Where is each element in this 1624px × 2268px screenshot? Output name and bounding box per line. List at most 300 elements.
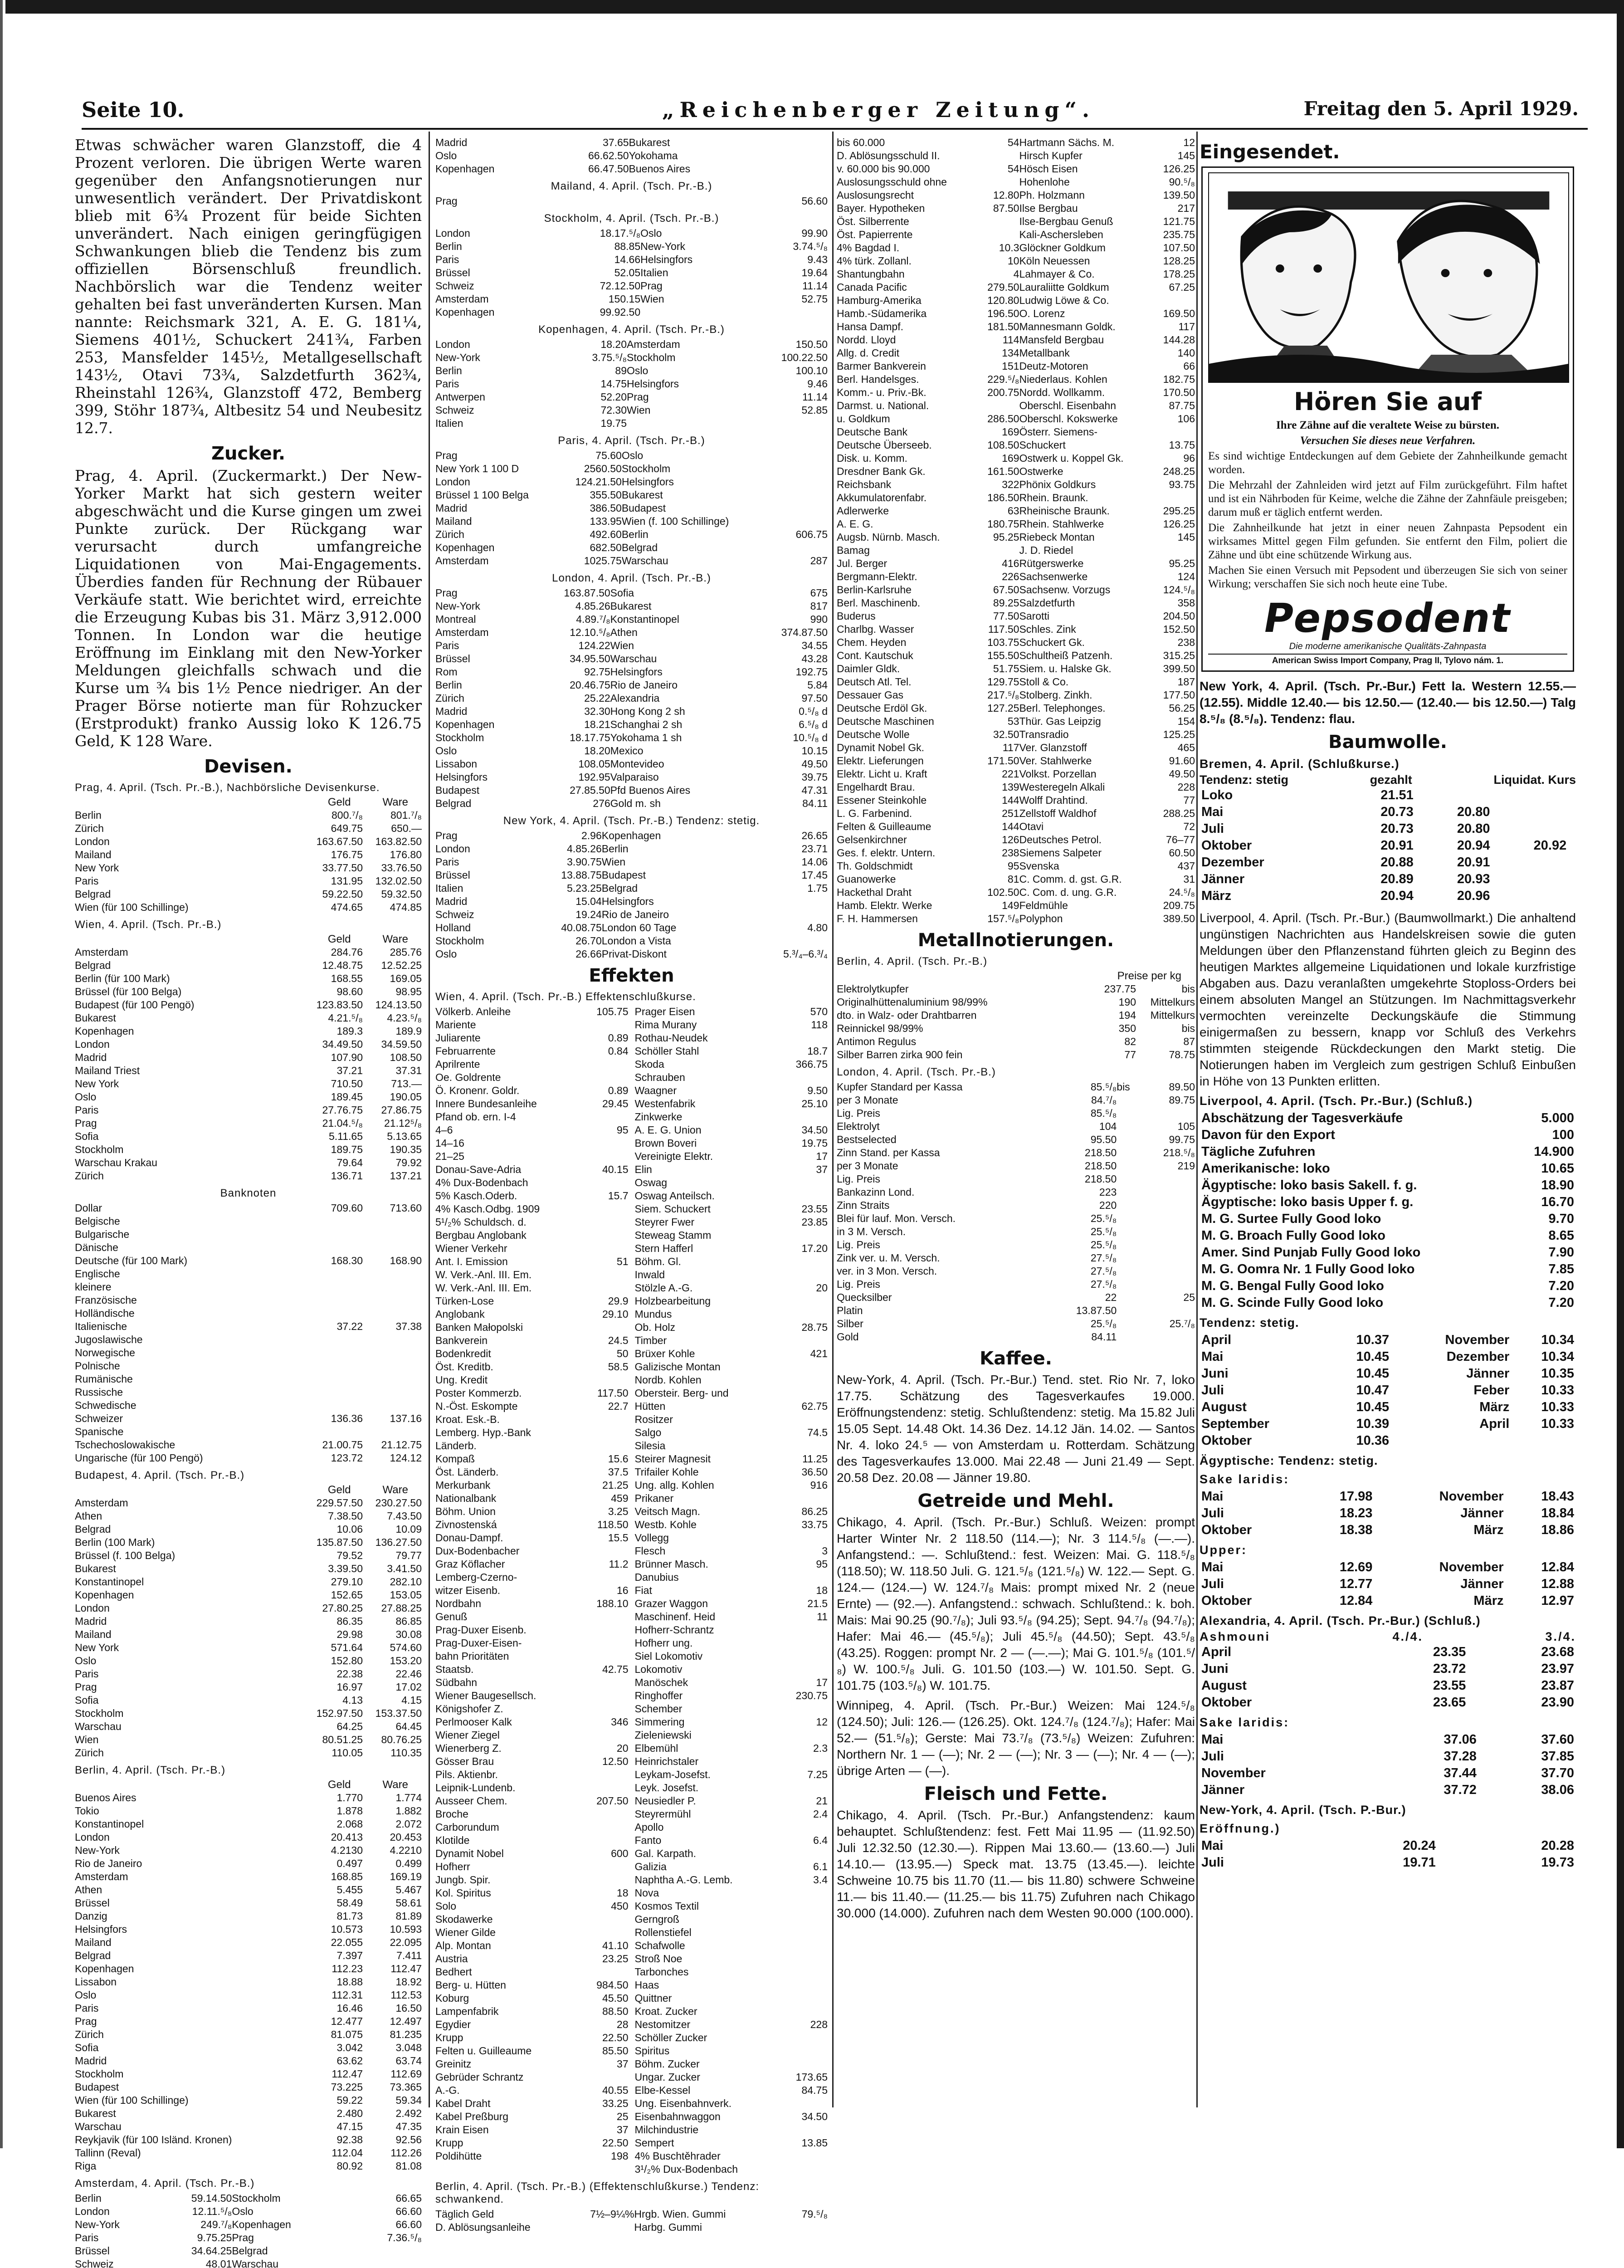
table-cell xyxy=(769,1755,828,1768)
table-cell: Felten u. Guilleaume xyxy=(435,2045,532,2057)
table-cell: Kopenhagen xyxy=(435,306,495,318)
table-row xyxy=(75,1202,422,1215)
table-row xyxy=(435,1229,629,1242)
table-cell xyxy=(363,1425,422,1438)
table-cell: 18.88 xyxy=(337,1976,363,1988)
table-cell: Lokomotiv xyxy=(634,1663,683,1675)
table-cell: 4% Buschtěhrader xyxy=(634,2150,721,2162)
table-row xyxy=(75,1215,422,1228)
table-cell: Italienische xyxy=(75,1320,127,1332)
table-cell: London xyxy=(435,476,470,488)
table-row xyxy=(435,279,828,293)
table-cell: 40.55 xyxy=(602,2084,629,2096)
table-cell: Juli xyxy=(1201,1749,1224,1764)
column-3 xyxy=(837,136,1195,2109)
table-row xyxy=(435,908,828,921)
table-cell: 137.16 xyxy=(390,1413,422,1424)
table-cell: 169 xyxy=(1002,426,1019,438)
bremen-tendenz: Tendenz: stetig xyxy=(1200,773,1289,787)
table-cell: ver. in 3 Mon. Versch. xyxy=(837,1265,937,1277)
table-cell: 386.50 xyxy=(590,502,622,514)
effekten-right-table xyxy=(635,1005,828,2176)
table-row xyxy=(435,462,828,475)
table-cell: 10.39 xyxy=(1356,1417,1390,1431)
table-row xyxy=(75,2244,422,2258)
table-cell: 217.⁵/₈ xyxy=(987,689,1019,701)
table-cell xyxy=(570,1321,629,1334)
table-cell: Prag xyxy=(435,195,458,207)
table-cell: 14–16 xyxy=(435,1137,464,1149)
table-cell: Juli xyxy=(1201,821,1224,836)
table-cell: 173.65 xyxy=(795,2071,828,2083)
table-cell: 23.55 xyxy=(1433,1678,1466,1693)
table-cell xyxy=(1141,1330,1195,1344)
table-row xyxy=(837,333,1195,347)
table-row xyxy=(75,1720,422,1733)
table-cell: Zellstoff Waldhof xyxy=(1019,807,1097,819)
table-row xyxy=(75,1804,422,1818)
table-cell: Platin xyxy=(837,1305,863,1316)
table-row xyxy=(435,2058,629,2071)
table-cell: 20.93 xyxy=(1457,872,1490,886)
table-cell: 81.89 xyxy=(395,1910,422,1922)
table-cell: 129.75 xyxy=(987,676,1019,688)
table-row xyxy=(75,1156,422,1169)
table-cell: Oberschl. Eisenbahn xyxy=(1019,400,1116,411)
table-cell: 5¹/₂% Schuldsch. d. xyxy=(435,1216,527,1228)
table-cell: 7½–9¼% xyxy=(590,2208,634,2220)
table-cell: 18.7 xyxy=(807,1045,828,1057)
table-cell: 112.31 xyxy=(332,1989,363,2001)
table-cell xyxy=(570,1781,629,1794)
table-row xyxy=(75,1496,422,1510)
table-cell: Phönix Goldkurs xyxy=(1019,479,1096,490)
table-cell: Wien xyxy=(627,404,651,416)
table-cell: 10.573 xyxy=(331,1923,363,1935)
table-row xyxy=(837,136,1195,149)
table-cell: 152.97.50 xyxy=(316,1707,363,1719)
table-cell: 178.25 xyxy=(1163,268,1195,280)
table-row xyxy=(635,1623,828,1637)
table-cell xyxy=(570,1926,629,1939)
table-cell: Wien xyxy=(640,293,664,305)
table-row xyxy=(1200,1782,1576,1799)
table-cell: 2.4 xyxy=(813,1808,828,1820)
table-cell xyxy=(1568,837,1576,854)
table-cell: 66 xyxy=(1183,360,1195,372)
table-cell: 10.36 xyxy=(1356,1433,1390,1448)
table-row xyxy=(1200,1382,1576,1399)
table-cell xyxy=(570,1110,629,1124)
table-cell: New York xyxy=(75,862,119,874)
table-cell: Ungar. Zucker xyxy=(634,2071,700,2083)
table-cell xyxy=(363,1333,422,1346)
paris-table xyxy=(435,449,828,567)
table-cell: Schweiz xyxy=(435,404,474,416)
table-cell: 29.45 xyxy=(602,1098,629,1110)
table-row xyxy=(75,1307,422,1320)
table-cell: 16.97 xyxy=(337,1681,363,1693)
table-cell: Auslosungsschuld ohne xyxy=(837,176,947,188)
ad-paragraph-1: Es sind wichtige Entdeckungen auf dem Gebiete der Zahnheilkunde gemacht worden. xyxy=(1208,450,1567,476)
table-cell: 37.38 xyxy=(395,1320,422,1332)
table-cell: 95 xyxy=(1007,860,1019,872)
table-cell: 89 xyxy=(615,365,627,376)
table-cell: 571.64 xyxy=(331,1642,363,1653)
table-row xyxy=(837,1120,1195,1133)
table-cell: Amsterdam xyxy=(75,946,128,958)
table-cell: Österr. Siemens- xyxy=(1019,426,1098,438)
table-cell xyxy=(1117,1173,1141,1186)
table-cell: 66.65 xyxy=(395,2192,422,2204)
table-cell: Oe. Goldrente xyxy=(435,1071,501,1083)
table-cell: Brüxer Kohle xyxy=(634,1348,695,1359)
table-row xyxy=(837,781,1195,794)
pepsodent-advertisement xyxy=(1201,166,1574,672)
table-row xyxy=(635,1374,828,1387)
table-row xyxy=(435,1452,629,1466)
table-row xyxy=(435,1821,629,1834)
table-cell: A.-G. xyxy=(435,2084,460,2096)
table-cell: 19.71 xyxy=(1403,1855,1436,1870)
table-row xyxy=(435,1110,629,1124)
table-cell xyxy=(773,895,828,908)
table-cell xyxy=(304,1281,363,1294)
table-row xyxy=(635,1084,828,1097)
table-cell: Berlin xyxy=(75,809,102,821)
table-row xyxy=(435,1031,629,1045)
table-cell: Stern Hafferl xyxy=(634,1242,693,1254)
table-row xyxy=(837,518,1195,531)
table-cell: Gerngroß xyxy=(634,1913,679,1925)
table-row xyxy=(435,377,828,391)
table-cell: 87.75 xyxy=(1169,400,1195,411)
table-row xyxy=(635,1031,828,1045)
table-cell: 163.82.50 xyxy=(375,836,422,847)
table-cell: 73.225 xyxy=(331,2081,363,2093)
table-cell: 7.20 xyxy=(1548,1295,1574,1310)
market-report: Etwas schwächer waren Glanzstoff, die 4 Prozent verloren. Die übrigen Werte waren gegenüber den Anfangsnotierungen nur unwesentlich verändert. Der Privatdiskont blieb mit 6¾ Prozent für beide Sichten unverändert. Nach einigen geringfügigen Schwankungen blieb die Tendenz bis zum offiziellen Börsenschluß freundlich. Nachbörslich war die Tendenz weiter gehalten bei fast unveränderten Kursen. Man nannte: Reichsmark 321, A. E. G. 181¼, Siemens 401½, Schuckert 241¾, Farben 253, Mansfelder 145½, Metallgesellschaft 143½, Otavi 73¾, Salzdetfurth 362¾, Rheinstahl 126¾, Glanzstoff 472, Bemberg 399, Stöhr 187¾, Altbesitz 54 und Neubesitz 12.7. xyxy=(75,136,422,437)
table-cell: 37.5 xyxy=(608,1466,629,1478)
table-row xyxy=(1200,1127,1576,1144)
table-cell: 282.10 xyxy=(390,1576,422,1588)
table-cell xyxy=(304,1399,363,1412)
newspaper-title: „Reichenberger Zeitung“. xyxy=(662,98,1095,122)
table-cell xyxy=(1141,491,1195,504)
table-row xyxy=(635,1505,828,1518)
table-row xyxy=(75,1694,422,1707)
table-row xyxy=(837,531,1195,544)
table-cell: Eisenbahnwaggon xyxy=(634,2111,721,2122)
table-cell: Wiener Verkehr xyxy=(435,1242,507,1254)
table-row xyxy=(1200,1838,1576,1854)
table-cell: Madrid xyxy=(435,895,468,907)
table-cell: Nordbahn xyxy=(435,1598,482,1609)
table-row xyxy=(1200,1227,1576,1244)
section-heading-baumwolle: Baumwolle. xyxy=(1328,732,1447,753)
table-cell: Tägliche Zufuhren xyxy=(1201,1144,1316,1159)
table-cell: 4.15 xyxy=(401,1694,422,1706)
table-cell: 7.90 xyxy=(1548,1245,1574,1260)
table-cell: 96 xyxy=(1183,452,1195,464)
table-cell: Apollo xyxy=(634,1821,664,1833)
table-cell: Inwald xyxy=(634,1269,665,1281)
table-cell: Rio de Janeiro xyxy=(601,909,669,920)
table-cell xyxy=(769,2005,828,2018)
table-cell: Rom xyxy=(435,666,458,678)
table-row xyxy=(75,1281,422,1294)
table-cell: New-York xyxy=(640,240,685,252)
ware-label: Ware xyxy=(382,1484,408,1496)
table-row xyxy=(75,998,422,1012)
table-row xyxy=(837,465,1195,478)
table-row xyxy=(75,1536,422,1549)
table-cell: 3.39.50 xyxy=(328,1563,363,1574)
table-cell xyxy=(773,515,828,528)
table-cell xyxy=(570,1176,629,1189)
table-cell: 52.85 xyxy=(801,404,828,416)
table-cell: Kupfer Standard per Kassa xyxy=(837,1081,963,1093)
table-cell: Mai xyxy=(1201,1838,1224,1853)
table-cell: Sofia xyxy=(75,1694,99,1706)
table-cell: Nordd. Lloyd xyxy=(837,334,896,346)
table-row xyxy=(635,1058,828,1071)
table-cell: 62.75 xyxy=(801,1400,828,1412)
table-cell: Paris xyxy=(435,640,459,651)
table-row xyxy=(435,1439,629,1452)
table-cell xyxy=(570,1702,629,1716)
table-cell: 51 xyxy=(616,1256,629,1267)
table-cell: Perlmooser Kalk xyxy=(435,1716,512,1728)
page-edge-left xyxy=(0,0,3,2148)
table-cell: 3.41.50 xyxy=(387,1563,422,1574)
table-cell: Leykam-Josefst. xyxy=(634,1769,711,1780)
table-row xyxy=(635,1229,828,1242)
table-cell: 238 xyxy=(1177,636,1195,648)
winnipeg-grain-report: Winnipeg, 4. April. (Tsch. Pr.-Bur.) Weizen: Mai 124.⁵/₈ (124.50); Juli: 126.— (126.25). Okt. 124.⁷/₈ (124.⁷/₈); Hafer: Mai 52.— (51.⁵/₈); Gerste: Mai 73.⁷/₈ (73.⁵/₈) Weizen: Zufuhren: Northern Nr. 1 — (—); Nr. 2 — (—); Nr. 3 — (—); Nr. 4 — (—); übrige Arten — (—). xyxy=(837,1698,1195,1778)
table-cell xyxy=(570,1202,629,1216)
table-row xyxy=(435,391,828,404)
table-cell: Krupp xyxy=(435,2137,463,2149)
alex-date-1: 4./4. xyxy=(1392,1630,1423,1643)
table-cell: 37.22 xyxy=(337,1320,363,1332)
table-cell: London xyxy=(435,338,470,350)
table-cell: Riebeck Montan xyxy=(1019,531,1095,543)
page-edge-right xyxy=(1617,0,1624,2148)
table-row xyxy=(435,744,828,758)
table-cell: 22.7 xyxy=(608,1400,629,1412)
london-metall-subheading: London, 4. April. (Tsch. Pr.-B.) xyxy=(837,1066,996,1078)
table-row xyxy=(635,1900,828,1913)
table-row xyxy=(435,1268,629,1281)
table-cell xyxy=(773,489,828,502)
table-row xyxy=(837,1278,1195,1291)
table-cell: Shantungbahn xyxy=(837,268,905,280)
table-cell: New York xyxy=(75,1078,119,1090)
table-cell xyxy=(769,1847,828,1860)
table-cell: 105 xyxy=(1177,1120,1195,1132)
table-cell: 223 xyxy=(1099,1186,1117,1198)
table-cell: 9.46 xyxy=(807,378,828,390)
table-cell: Dynamit Nobel Gk. xyxy=(837,742,925,753)
table-cell: Böhm. Zucker xyxy=(634,2058,700,2070)
table-cell: Feldmühle xyxy=(1019,899,1068,911)
table-cell xyxy=(769,1531,828,1545)
table-row xyxy=(75,1615,422,1628)
table-cell: Stockholm xyxy=(75,1144,124,1155)
table-row xyxy=(837,149,1195,162)
table-cell xyxy=(1141,1107,1195,1120)
table-cell: 2.480 xyxy=(337,2107,363,2119)
table-cell: Oslo xyxy=(435,948,457,960)
table-cell xyxy=(367,2258,422,2268)
table-cell xyxy=(1568,821,1576,837)
table-cell: 99.90 xyxy=(801,227,828,239)
table-cell: 108.50 xyxy=(390,1051,422,1063)
table-cell: Rio de Janeiro xyxy=(610,679,678,691)
table-cell: 366.75 xyxy=(795,1058,828,1070)
table-cell: 2560.50 xyxy=(584,463,622,474)
table-cell: 437 xyxy=(1177,860,1195,872)
table-row xyxy=(635,2123,828,2136)
table-cell: Juli xyxy=(1201,1506,1224,1520)
table-cell: 80.92 xyxy=(337,2160,363,2172)
table-cell: C. Comm. d. gst. G.R. xyxy=(1019,873,1122,885)
table-cell: 78.75 xyxy=(1169,1049,1195,1061)
table-cell: A. E. G. xyxy=(837,518,873,530)
table-cell: Englische xyxy=(75,1268,120,1280)
table-cell: Carborundum xyxy=(435,1821,499,1833)
table-cell: Skoda xyxy=(634,1058,664,1070)
table-row xyxy=(435,1834,629,1847)
table-cell: 984.50 xyxy=(596,1979,629,1991)
table-cell: Berlin xyxy=(601,843,629,855)
table-cell: 33.75 xyxy=(801,1519,828,1530)
table-cell: 170.50 xyxy=(1163,386,1195,398)
table-cell: 81.73 xyxy=(337,1910,363,1922)
table-row xyxy=(635,1952,828,1965)
table-row xyxy=(1200,1593,1576,1609)
table-cell: Mailand Triest xyxy=(75,1065,140,1076)
table-row xyxy=(635,1334,828,1347)
table-cell: 33.77.50 xyxy=(322,862,363,874)
table-cell: Guanowerke xyxy=(837,873,896,885)
table-cell: 176.75 xyxy=(331,849,363,860)
table-cell: Chem. Heyden xyxy=(837,636,907,648)
table-cell: 3¹/₂% Dux-Bodenbach xyxy=(634,2163,738,2175)
table-cell: 11.14 xyxy=(802,280,828,292)
table-cell xyxy=(769,1110,828,1124)
table-cell: 25.⁵/₈ xyxy=(1090,1212,1117,1224)
table-row xyxy=(75,2094,422,2107)
liverpool-report: Liverpool, 4. April. (Tsch. Pr.-Bur.) (Baumwollmarkt.) Die anhaltend ungünstigen Nachrichten aus Handelskreisen sowie die guten Meldungen über den Pflanzenstand führten gleich zu Beginn des heutigen Marktes allgemeine Liquidationen und lokale kurzfristige Abgaben aus. Dazu veranlaßten umgekehrte Stoploss-Orders bei einem absoluten Mangel an Stützungen. Im Nachmittagsverkehr vermochten vereinzelte Deckungskäufe die Stimmung einigermaßen zu bessern, knapp vor Schluß des Verkehrs stimmten steigende Rückdeckungen den Markt stetig. Die Notierungen haben im Vergleich zum gestrigen Schluß Einbußen in Höhe von 13 Punkten erlitten. xyxy=(1200,911,1576,1088)
issue-date: Freitag den 5. April 1929. xyxy=(1303,98,1579,120)
table-cell: 95.25 xyxy=(993,531,1019,543)
table-cell: 106 xyxy=(1177,413,1195,425)
table-row xyxy=(435,679,828,692)
table-row xyxy=(75,1359,422,1373)
table-row xyxy=(635,1637,828,1650)
table-cell: Paris xyxy=(435,378,459,390)
table-cell: 37.85 xyxy=(1541,1749,1574,1764)
table-cell: Prag xyxy=(75,1681,97,1693)
budapest-table xyxy=(75,1496,422,1760)
table-cell: Brüssel xyxy=(75,1897,110,1909)
table-cell: 465 xyxy=(1177,742,1195,753)
table-cell: 10.33 xyxy=(1541,1400,1574,1414)
table-cell: New York 1 100 D xyxy=(435,463,519,474)
table-cell xyxy=(640,306,773,319)
table-cell: 9.70 xyxy=(1548,1212,1574,1226)
table-cell: 95.25 xyxy=(1169,557,1195,569)
table-row xyxy=(837,176,1195,189)
sake2-heading: Sake laridis: xyxy=(1200,1716,1290,1729)
ashmouni-label: Ashmouni xyxy=(1200,1630,1270,1643)
table-cell: Bukarest xyxy=(75,1012,116,1024)
table-cell: Mannesmann Goldk. xyxy=(1019,321,1116,332)
london-subheading: London, 4. April. (Tsch. Pr.-B.) xyxy=(552,572,711,584)
table-cell: Elektr. Lieferungen xyxy=(837,755,924,767)
table-cell: 103.75 xyxy=(987,636,1019,648)
table-cell: 27.86.75 xyxy=(381,1104,422,1116)
table-row xyxy=(635,1794,828,1808)
table-row xyxy=(75,1923,422,1936)
table-row xyxy=(435,489,828,502)
table-cell xyxy=(769,1939,828,1952)
table-cell xyxy=(363,1307,422,1320)
table-row xyxy=(75,1143,422,1156)
table-row xyxy=(837,1080,1195,1094)
table-cell: 12.48.75 xyxy=(322,959,363,971)
table-row xyxy=(837,899,1195,912)
table-cell: 127.25 xyxy=(987,702,1019,714)
table-cell: 59.22 xyxy=(337,2094,363,2106)
table-cell: 120.80 xyxy=(987,294,1019,306)
table-row xyxy=(837,452,1195,465)
table-cell: 79.⁵/₈ xyxy=(801,2208,828,2220)
geld-label: Geld xyxy=(327,1484,351,1496)
metal-price-unit: Preise per kg xyxy=(1117,970,1181,982)
table-cell: Bergmann-Elektr. xyxy=(837,571,917,582)
table-cell: London xyxy=(75,1831,110,1843)
prag-table xyxy=(75,809,422,914)
metal-price-header xyxy=(837,970,1195,982)
table-cell: Feber xyxy=(1473,1383,1510,1398)
berlin-effekten-table xyxy=(435,2208,828,2234)
bremen-header xyxy=(1200,773,1576,787)
table-cell: Tokio xyxy=(75,1805,99,1817)
table-row xyxy=(435,515,828,528)
table-cell: 34.95.50 xyxy=(570,653,610,665)
table-cell: Barmer Bankverein xyxy=(837,360,926,372)
table-cell: 27.88.25 xyxy=(381,1602,422,1614)
table-row xyxy=(75,2041,422,2054)
table-row xyxy=(837,1212,1195,1225)
table-row xyxy=(635,1150,828,1163)
table-cell: 40.08.75 xyxy=(561,922,602,934)
table-cell: Koburg xyxy=(435,1992,469,2004)
table-cell: 85.⁵/₈ xyxy=(1090,1081,1117,1093)
table-row xyxy=(435,1637,629,1650)
table-cell: 168.55 xyxy=(331,973,363,984)
table-cell: 126.25 xyxy=(1163,518,1195,530)
geld-label: Geld xyxy=(327,1779,351,1791)
table-row xyxy=(435,1610,629,1623)
table-cell: Rumänische xyxy=(75,1373,133,1385)
table-row xyxy=(75,1575,422,1589)
table-cell: Februarrente xyxy=(435,1045,496,1057)
table-cell: Ver. Glanzstoff xyxy=(1019,742,1087,753)
